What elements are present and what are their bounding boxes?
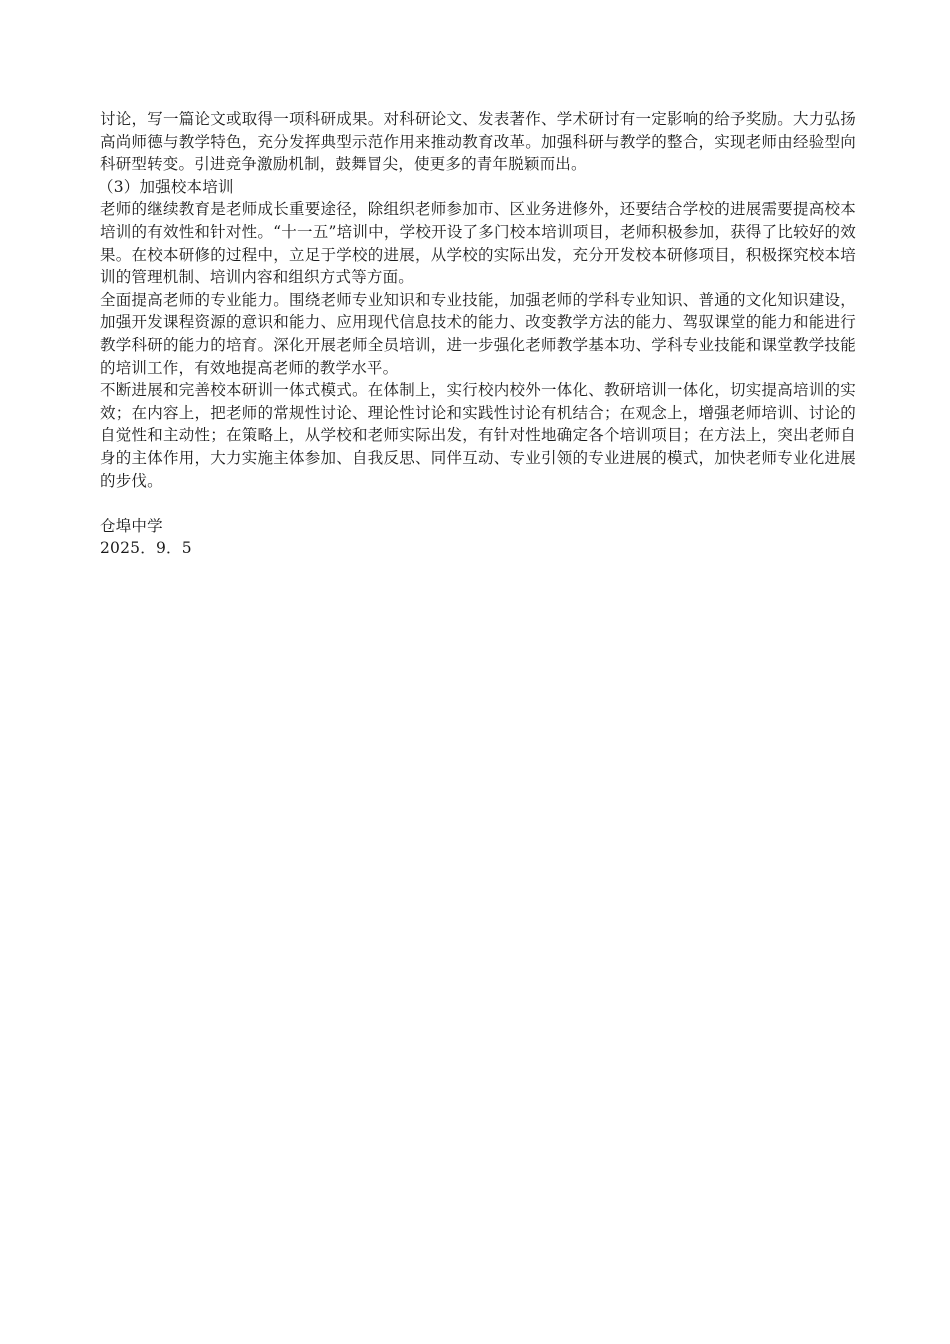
paragraph-training-model: 不断进展和完善校本研训一体式模式。在体制上，实行校内校外一体化、教研培训一体化，切实提高培训的实效；在内容上，把老师的常规性讨论、理论性讨论和实践性讨论有机结合；在观念上，增强老师培训、讨论的自觉性和主动性；在策略上，从学校和老师实际出发，有针对性地确定各个培训项目；在方法上，突出老师自身的主体作用，大力实施主体参加、自我反思、同伴互动、专业引领的专业进展的模式，加快老师专业化进展的步伐。	[100, 381, 856, 490]
signature-date: 2025．9．5	[100, 539, 192, 558]
section-heading-school-training: （3）加强校本培训	[98, 177, 234, 196]
document-page	[100, 108, 856, 560]
paragraph-research-incentives: 讨论，写一篇论文或取得一项科研成果。对科研论文、发表著作、学术研讨有一定影响的给予奖励。大力弘扬高尚师德与教学特色，充分发挥典型示范作用来推动教育改革。加强科研与教学的整合，实现老师由经验型向科研型转变。引进竞争激励机制，鼓舞冒尖，使更多的青年脱颖而出。	[100, 110, 856, 174]
paragraph-professional-ability: 全面提高老师的专业能力。围绕老师专业知识和专业技能，加强老师的学科专业知识、普通的文化知识建设，加强开发课程资源的意识和能力、应用现代信息技术的能力、改变教学方法的能力、驾驭课堂的能力和能进行教学科研的能力的培育。深化开展老师全员培训，进一步强化老师教学基本功、学科专业技能和课堂教学技能的培训工作，有效地提高老师的教学水平。	[100, 290, 856, 377]
signature-organization: 仓埠中学	[100, 516, 163, 535]
paragraph-continuing-education: 老师的继续教育是老师成长重要途径，除组织老师参加市、区业务进修外，还要结合学校的进展需要提高校本培训的有效性和针对性。“十一五”培训中，学校开设了多门校本培训项目，老师积极参加，获得了比较好的效果。在校本研修的过程中，立足于学校的进展，从学校的实际出发，充分开发校本研修项目，积极探究校本培训的管理机制、培训内容和组织方式等方面。	[100, 200, 856, 287]
blank-line	[100, 492, 856, 515]
